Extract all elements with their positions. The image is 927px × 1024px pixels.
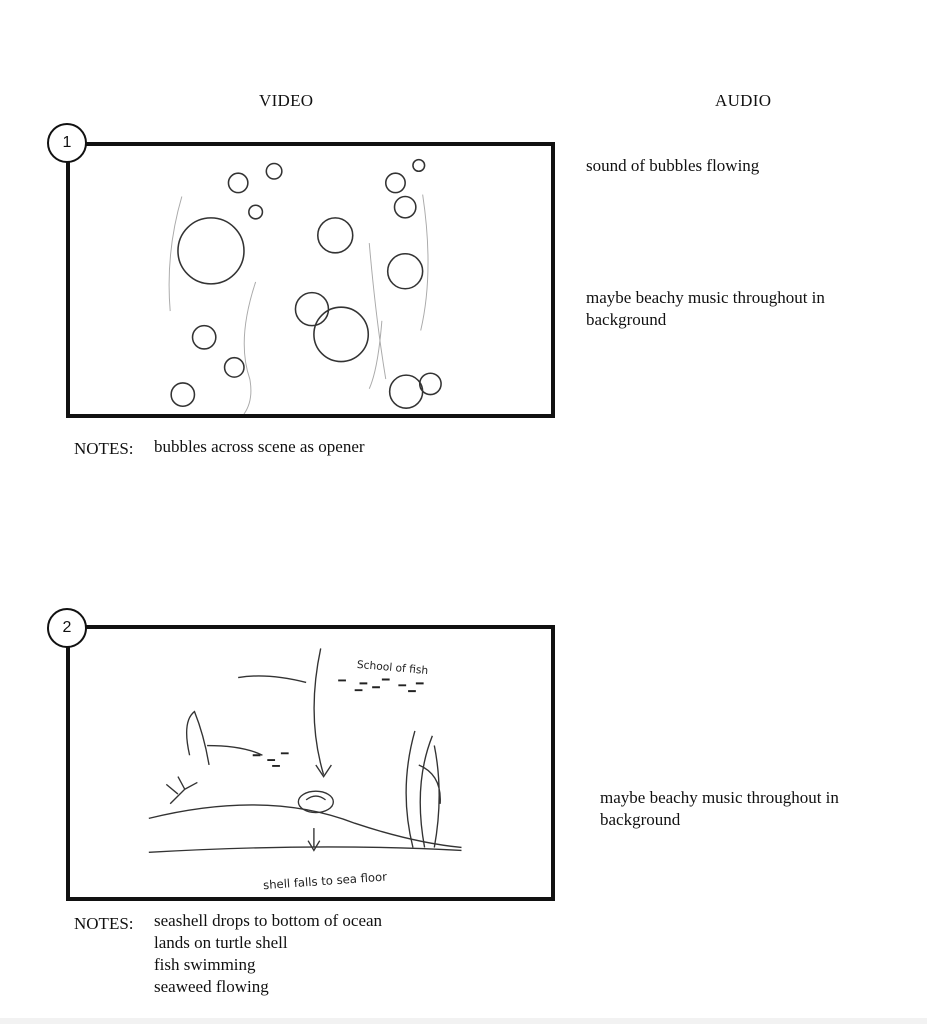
panel-2-number: 2 [47, 608, 87, 648]
notes-line: seaweed flowing [154, 977, 269, 996]
panel-1-audio-1: sound of bubbles flowing [586, 156, 760, 175]
audio-column-header: AUDIO [715, 91, 772, 110]
panel-1-audio-2: maybe beachy music throughout in background [586, 288, 825, 329]
panel-2-notes-label: NOTES: [74, 914, 134, 933]
notes-line: bubbles across scene as opener [154, 437, 365, 456]
bottom-scroll-bar [0, 1018, 927, 1024]
bubbles-sketch [70, 146, 551, 414]
panel-1-notes-label: NOTES: [74, 439, 134, 458]
panel-2-frame [66, 625, 555, 901]
panel-2-notes [154, 910, 382, 998]
school-of-fish-label: School of fish [356, 657, 429, 678]
panel-1-number: 1 [47, 123, 87, 163]
video-column-header: VIDEO [259, 91, 314, 110]
notes-line: lands on turtle shell [154, 933, 288, 952]
notes-line: fish swimming [154, 955, 256, 974]
panel-2-audio-1: maybe beachy music throughout in background [600, 788, 839, 829]
panel-1-notes [154, 436, 365, 458]
seashell-sketch [70, 629, 551, 897]
notes-line: seashell drops to bottom of ocean [154, 911, 383, 930]
shell-falls-caption: shell falls to sea floor [262, 869, 388, 893]
panel-1-frame [66, 142, 555, 418]
